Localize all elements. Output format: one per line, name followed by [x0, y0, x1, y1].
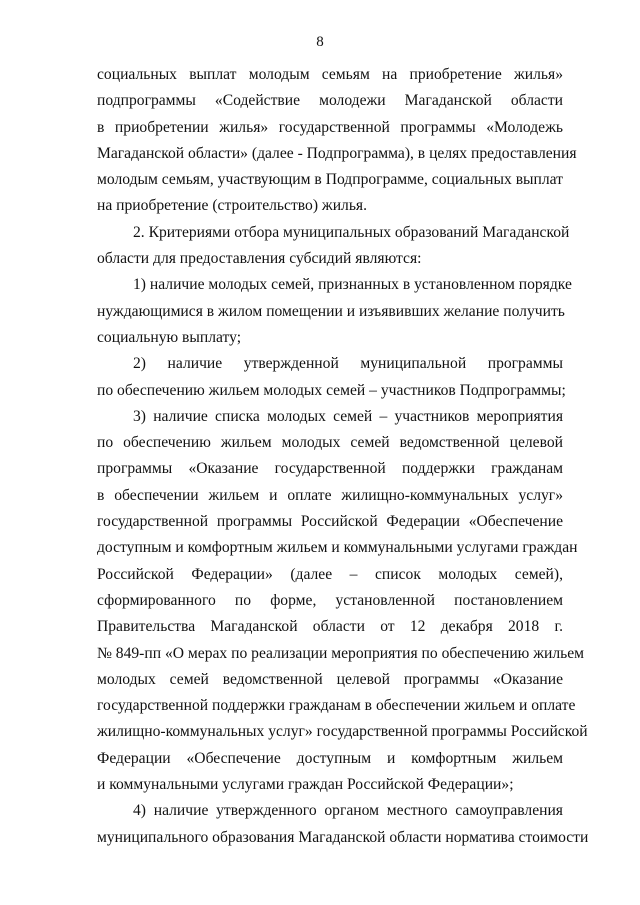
text-line: области для предоставления субсидий являются: [97, 250, 422, 268]
paragraph-criterion-3 [97, 404, 588, 798]
text-line: подпрограммы «Содействие молодежи Магаданской области [97, 92, 563, 110]
text-line: Российской Федерации» (далее – список молодых семей), [97, 565, 563, 583]
text-line: нуждающимися в жилом помещении и изъявивших желание получить [97, 302, 565, 320]
text-line: муниципального образования Магаданской области норматива стоимости [97, 828, 589, 846]
text-line: на приобретение (строительство) жилья. [97, 197, 367, 215]
text-line: и коммунальными услугами граждан Российской Федерации»; [97, 776, 514, 794]
paragraph-criterion-1 [97, 272, 572, 351]
text-line: 2. Критериями отбора муниципальных образований Магаданской [133, 223, 570, 241]
paragraph-intro-continuation [97, 62, 577, 220]
paragraph-criterion-4 [97, 798, 589, 851]
paragraph-criteria [97, 220, 570, 273]
text-line: по обеспечению жильем молодых семей ведомственной целевой [97, 434, 563, 452]
text-line: государственной программы Российской Федерации «Обеспечение [97, 513, 563, 531]
text-line: социальных выплат молодым семьям на приобретение жилья» [97, 66, 563, 83]
document-body [97, 62, 589, 851]
text-line: № 849-пп «О мерах по реализации мероприятия по обеспечению жильем [97, 644, 585, 662]
text-line: доступным и комфортным жильем и коммунальными услугами граждан [97, 539, 578, 557]
text-line: в приобретении жилья» государственной программы «Молодежь [97, 118, 563, 136]
text-line: Магаданской области» (далее - Подпрограмма), в целях предоставления [97, 144, 577, 162]
text-line: социальную выплату; [97, 328, 242, 346]
text-line: молодых семей ведомственной целевой программы «Оказание [97, 670, 563, 688]
text-line: жилищно-коммунальных услуг» государственной программы Российской [97, 723, 588, 741]
text-line: молодым семьям, участвующим в Подпрограмме, социальных выплат [97, 171, 563, 189]
text-line: сформированного по форме, установленной постановлением [97, 591, 563, 609]
text-line: государственной поддержки гражданам в обеспечении жильем и оплате [97, 697, 576, 715]
text-line: по обеспечению жильем молодых семей – участников Подпрограммы; [97, 381, 566, 399]
paragraph-criterion-2 [97, 351, 566, 404]
text-line: 4) наличие утвержденного органом местного самоуправления [133, 802, 563, 820]
text-line: программы «Оказание государственной поддержки гражданам [97, 460, 563, 478]
text-line: Федерации «Обеспечение доступным и комфортным жильем [97, 749, 563, 767]
text-line: 3) наличие списка молодых семей – участников мероприятия [133, 407, 563, 425]
text-line: 2) наличие утвержденной муниципальной программы [133, 355, 563, 373]
page-number: 8 [316, 34, 324, 50]
text-line: 1) наличие молодых семей, признанных в установленном порядке [133, 276, 572, 294]
text-line: в обеспечении жильем и оплате жилищно-коммунальных услуг» [97, 486, 563, 504]
text-line: Правительства Магаданской области от 12 декабря 2018 г. [97, 618, 563, 636]
